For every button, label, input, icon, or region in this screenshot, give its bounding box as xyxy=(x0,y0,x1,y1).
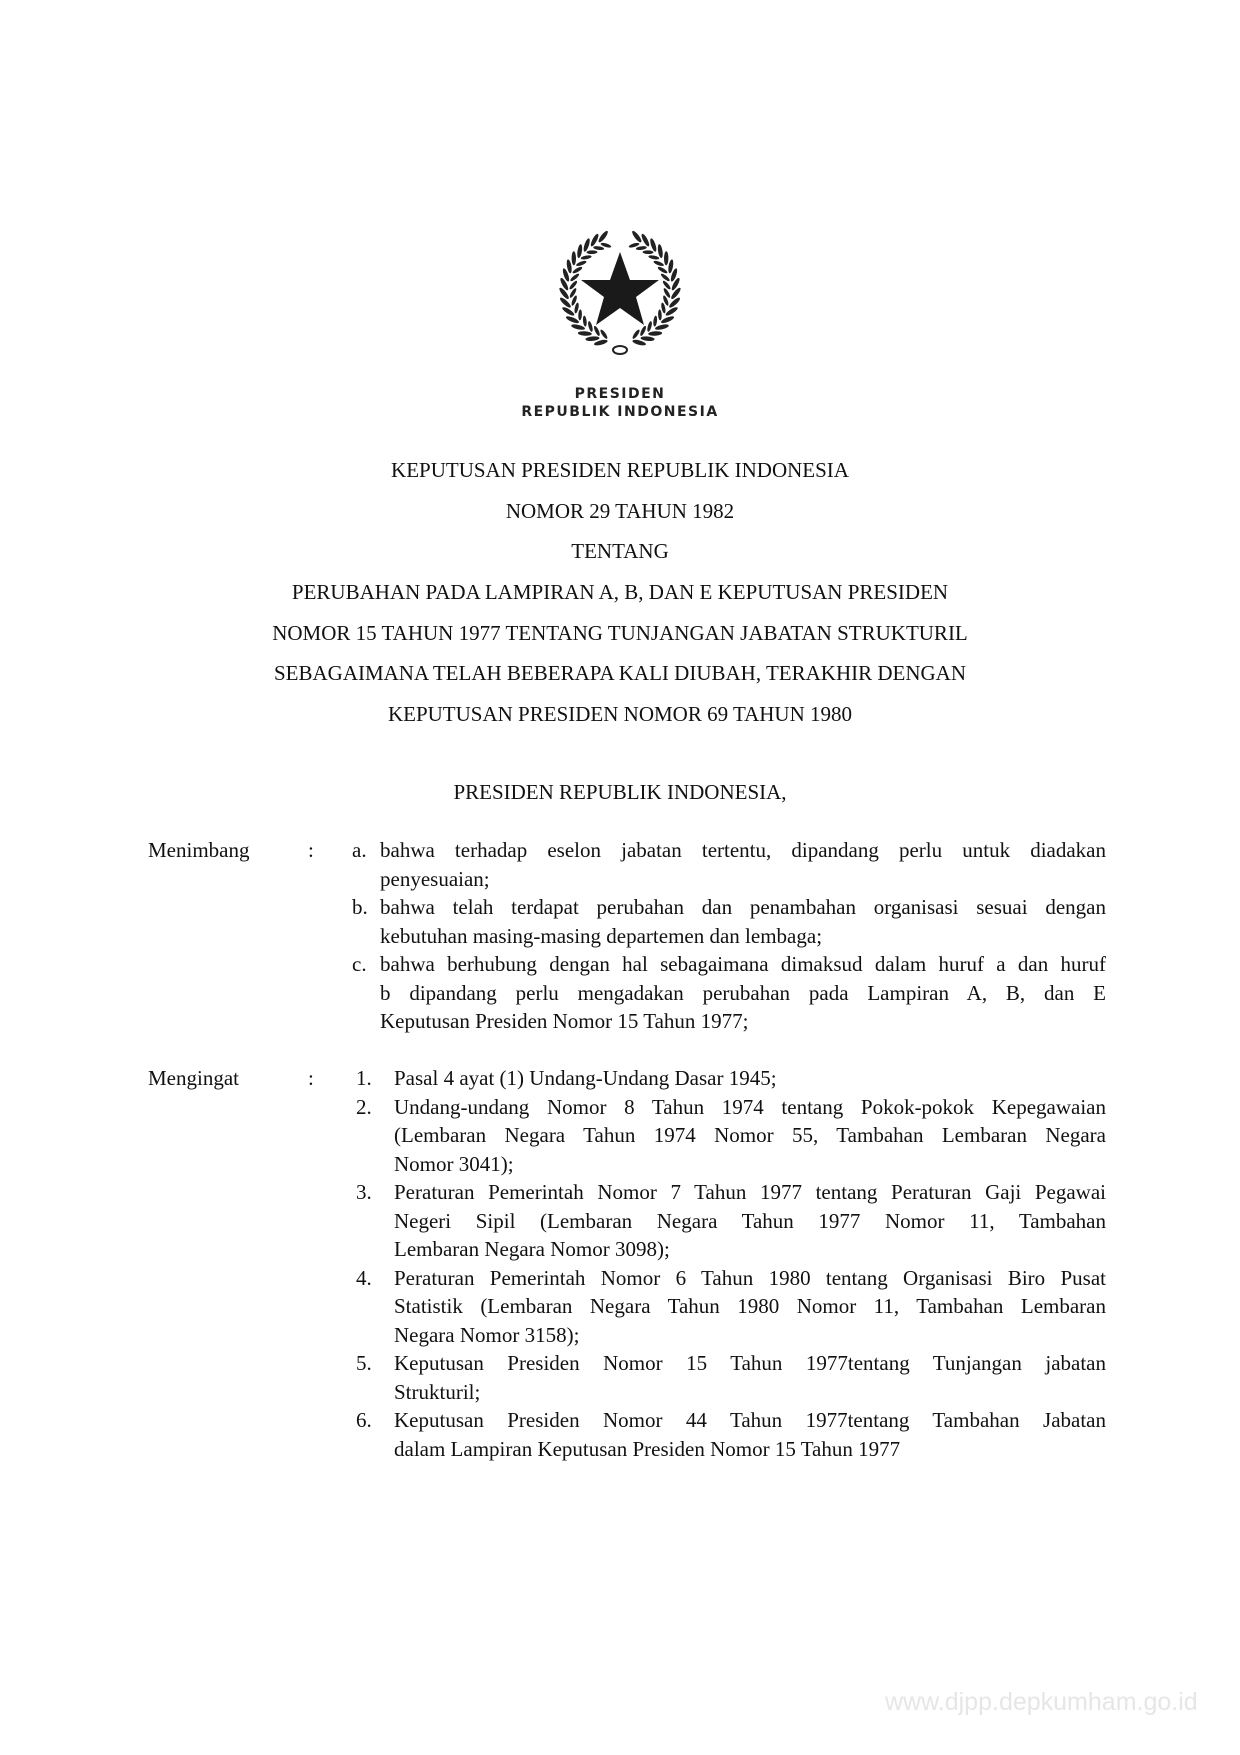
item-marker: 1. xyxy=(356,1066,372,1090)
item-text-line: Peraturan Pemerintah Nomor 6 Tahun 1980 tentang Organisasi Biro Pusat xyxy=(394,1265,1106,1290)
item-text-line: (Lembaran Negara Tahun 1974 Nomor 55, Tambahan Lembaran Negara xyxy=(394,1123,1106,1147)
item-marker: 3. xyxy=(356,1180,372,1204)
item-marker: b. xyxy=(352,895,368,919)
title-line: KEPUTUSAN PRESIDEN REPUBLIK INDONESIA xyxy=(391,458,849,482)
watermark: www.djpp.depkumham.go.id xyxy=(885,1688,1198,1716)
item-text-line: Statistik (Lembaran Negara Tahun 1980 Nomor 11, Tambahan Lembaran xyxy=(394,1294,1106,1318)
item-text-line: Nomor 3041); xyxy=(394,1151,514,1176)
title-line: NOMOR 15 TAHUN 1977 TENTANG TUNJANGAN JABATAN STRUKTURIL xyxy=(272,620,968,645)
star-icon xyxy=(581,252,659,325)
list-item xyxy=(352,836,1106,893)
item-text-line: penyesuaian; xyxy=(380,866,490,891)
item-marker: 2. xyxy=(356,1094,372,1119)
item-marker: a. xyxy=(352,838,367,862)
item-text-line: Lembaran Negara Nomor 3098); xyxy=(394,1237,670,1261)
list-item xyxy=(352,1093,1106,1179)
list-item xyxy=(352,1349,1106,1406)
section-colon: : xyxy=(308,838,314,862)
title-line: KEPUTUSAN PRESIDEN NOMOR 69 TAHUN 1980 xyxy=(387,702,853,727)
title-line: NOMOR 29 TAHUN 1982 xyxy=(505,498,735,523)
item-text-line: Negara Nomor 3158); xyxy=(394,1322,580,1347)
list-item xyxy=(352,893,1106,950)
section-label: Mengingat xyxy=(148,1066,239,1090)
item-marker: 6. xyxy=(356,1408,372,1432)
mengingat-list xyxy=(352,1064,1106,1463)
item-text-line: bahwa berhubung dengan hal sebagaimana dimaksud dalam huruf a dan huruf xyxy=(380,952,1106,976)
section-label: Menimbang xyxy=(148,838,250,862)
item-text-line: b dipandang perlu mengadakan perubahan pada Lampiran A, B, dan E xyxy=(380,980,1106,1005)
list-item xyxy=(352,1178,1106,1264)
menimbang-list xyxy=(352,836,1106,1036)
item-marker: 4. xyxy=(356,1265,372,1290)
list-item xyxy=(352,1064,1106,1093)
presidential-emblem-icon xyxy=(555,222,685,362)
list-item xyxy=(352,1264,1106,1350)
list-item xyxy=(352,1406,1106,1463)
item-text-line: bahwa terhadap eselon jabatan tertentu, dipandang perlu untuk diadakan xyxy=(380,838,1106,862)
item-text-line: Keputusan Presiden Nomor 44 Tahun 1977tentang Tambahan Jabatan xyxy=(394,1408,1106,1432)
item-text-line: Pasal 4 ayat (1) Undang-Undang Dasar 1945; xyxy=(394,1066,777,1090)
logo-text-republik-indonesia: REPUBLIK INDONESIA xyxy=(521,404,719,420)
list-item xyxy=(352,950,1106,1036)
item-text-line: Strukturil; xyxy=(394,1379,481,1404)
title-line: PERUBAHAN PADA LAMPIRAN A, B, DAN E KEPUTUSAN PRESIDEN xyxy=(291,580,949,605)
item-text-line: Negeri Sipil (Lembaran Negara Tahun 1977 Nomor 11, Tambahan xyxy=(394,1208,1106,1233)
item-text-line: Keputusan Presiden Nomor 15 Tahun 1977tentang Tunjangan jabatan xyxy=(394,1351,1106,1375)
item-text-line: bahwa telah terdapat perubahan dan penambahan organisasi sesuai dengan xyxy=(380,895,1106,919)
item-marker: c. xyxy=(352,952,367,976)
item-marker: 5. xyxy=(356,1351,372,1375)
item-text-line: Peraturan Pemerintah Nomor 7 Tahun 1977 tentang Peraturan Gaji Pegawai xyxy=(394,1180,1106,1204)
title-line: TENTANG xyxy=(571,539,669,564)
item-text-line: Keputusan Presiden Nomor 15 Tahun 1977; xyxy=(380,1009,749,1033)
opening-line: PRESIDEN REPUBLIK INDONESIA, xyxy=(453,780,787,804)
item-text-line: dalam Lampiran Keputusan Presiden Nomor 15 Tahun 1977 xyxy=(394,1436,901,1461)
item-text-line: Undang-undang Nomor 8 Tahun 1974 tentang Pokok-pokok Kepegawaian xyxy=(394,1094,1106,1119)
section-colon: : xyxy=(308,1066,314,1090)
logo-text-presiden: PRESIDEN xyxy=(574,386,666,402)
title-line: SEBAGAIMANA TELAH BEBERAPA KALI DIUBAH, TERAKHIR DENGAN xyxy=(273,661,967,686)
item-text-line: kebutuhan masing-masing departemen dan lembaga; xyxy=(380,923,823,948)
document-title xyxy=(0,450,1240,735)
